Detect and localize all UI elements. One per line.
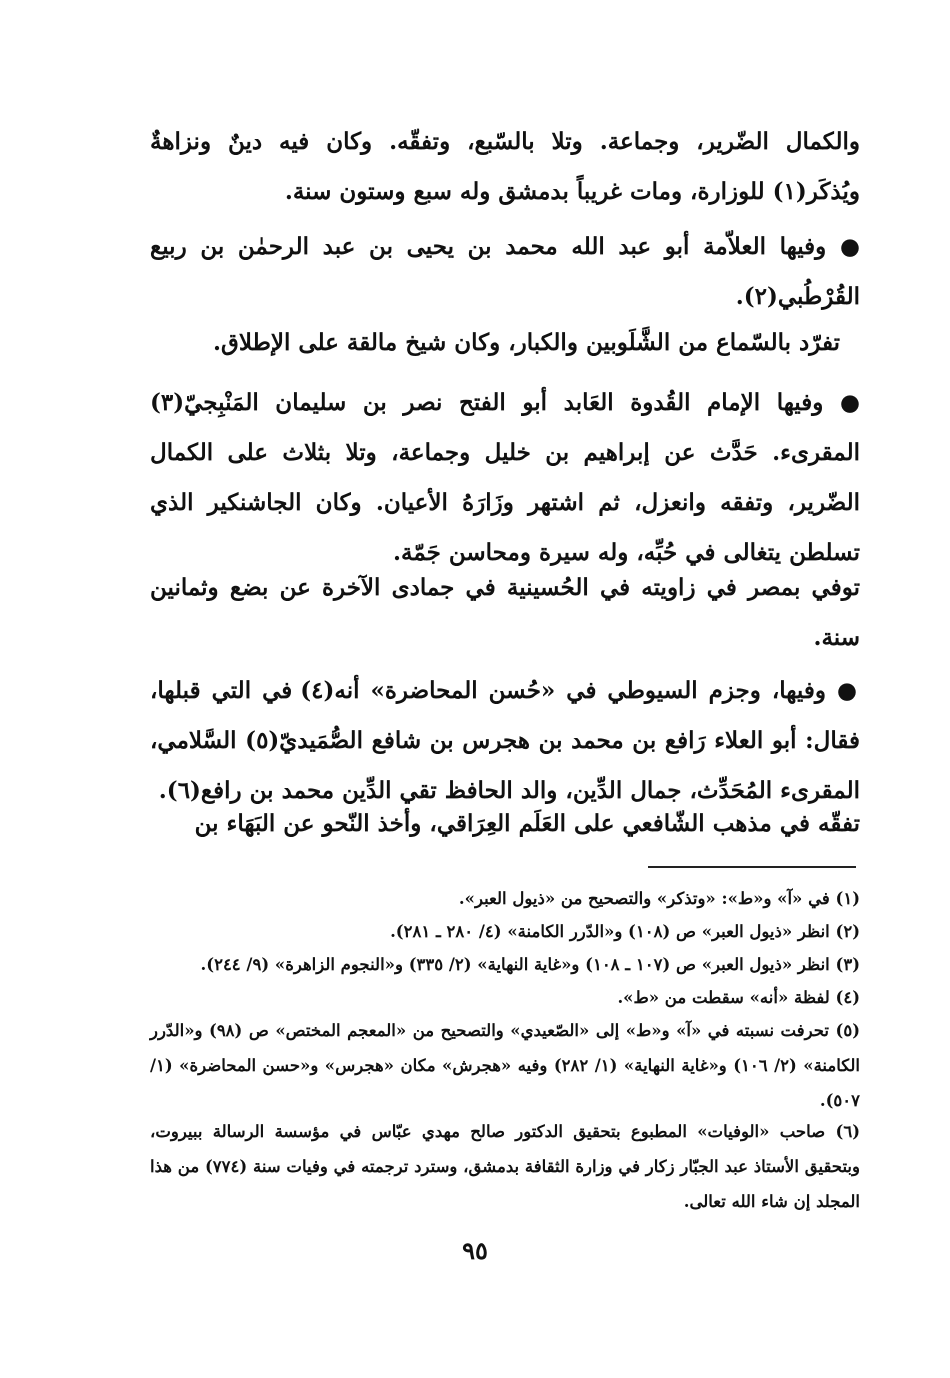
footnote-2: (٢) انظر «ذيول العبر» ص (١٠٨) و«الدّرر الكامنة» (٤/ ٢٨٠ ـ ٢٨١).: [390, 922, 860, 941]
paragraph-1: والكمال الضّرير، وجماعة. وتلا بالسّبع، وتفقّه. وكان فيه دينٌ ونزاهةٌ ويُذكَر(١) للوزارة، ومات غريباً بدمشق وله سبع وستون سنة.: [150, 128, 860, 205]
paragraph-4: ● وفيها الإمام القُدوة العَابد أبو الفتح نصر بن سليمان المَنْبِجيّ(٣) المقرىء. حَدَّث عن إبراهيم بن خليل وجماعة، وتلا بثلاث على الكمال الضّرير، وتفقه وانعزل، ثم اشتهر وزَارَهُ الأعيان. وكان الجاشنكير الذي تسلطن يتغالى في حُبِّه، وله سيرة ومحاسن جَمّة.: [150, 389, 860, 566]
page-number: ٩٥: [462, 1236, 488, 1265]
footnote-1: (١) في «آ» و«ط»: «وتذكر» والتصحيح من «ذيول العبر».: [458, 889, 860, 908]
paragraph-3: تفرّد بالسّماع من الشَّلَوبين والكبار، وكان شيخ مالقة على الإطلاق.: [213, 329, 840, 356]
footnote-separator: [648, 866, 856, 868]
paragraph-2: ● وفيها العلاّمة أبو عبد الله محمد بن يحيى بن عبد الرحمٰن بن ربيع القُرْطُبي(٢).: [150, 233, 860, 310]
footnote-6: (٦) صاحب «الوفيات» المطبوع بتحقيق الدكتور صالح مهدي عبّاس في مؤسسة الرسالة ببيروت، وبتحقيق الأستاذ عبد الجبّار زكار في وزارة الثقافة بدمشق، وسترد ترجمته في وفيات سنة (٧٧٤) من هذا المجلد إن شاء الله تعالى.: [150, 1122, 860, 1211]
paragraph-6: ● وفيها، وجزم السيوطي في «حُسن المحاضرة» أنه(٤) في التي قبلها، فقال: أبو العلاء رَافع بن محمد بن هجرس بن شافع الصُّمَيديّ(٥) السَّلامي، المقرىء المُحَدِّث، جمال الدِّين، والد الحافظ تقي الدِّين محمد بن رافع(٦).: [150, 677, 860, 804]
footnote-3: (٣) انظر «ذيول العبر» ص (١٠٧ ـ ١٠٨) و«غاية النهاية» (٢/ ٣٣٥) و«النجوم الزاهرة» (٩/ ٢٤٤).: [200, 955, 860, 974]
footnote-5: (٥) تحرفت نسبته في «آ» و«ط» إلى «الصّعيدي» والتصحيح من «المعجم المختص» ص (٩٨) و«الدّرر الكامنة» (٢/ ١٠٦) و«غاية النهاية» (١/ ٢٨٢) وفيه «هجرش» مكان «هجرس» و«حسن المحاضرة» (١/ ٥٠٧).: [150, 1021, 860, 1110]
footnote-4: (٤) لفظة «أنه» سقطت من «ط».: [617, 988, 860, 1007]
paragraph-7: تفقّه في مذهب الشّافعي على العَلَم العِرَاقي، وأخذ النّحو عن البَهَاء بن: [194, 810, 860, 837]
paragraph-5: توفي بمصر في زاويته في الحُسينية في جمادى الآخرة عن بضع وثمانين سنة.: [150, 574, 860, 651]
